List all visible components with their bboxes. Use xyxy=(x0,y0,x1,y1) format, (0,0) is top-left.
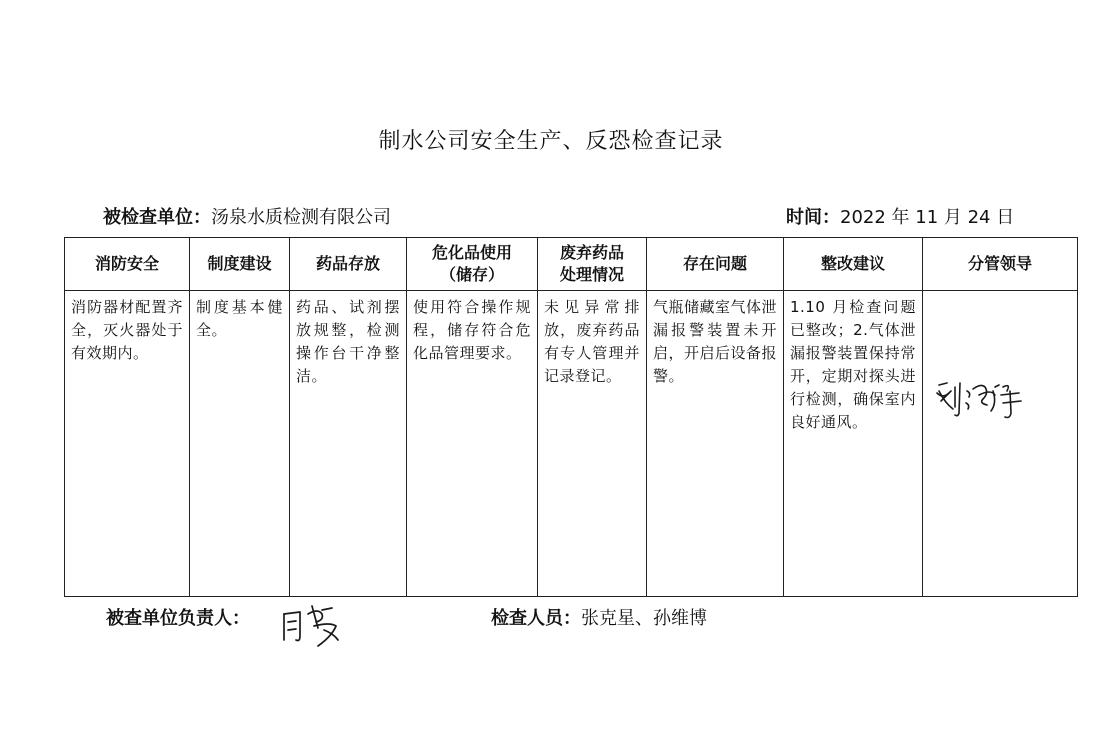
leader-signature xyxy=(933,373,1043,433)
cell-fire-safety: 消防器材配置齐全，灭火器处于有效期内。 xyxy=(65,291,190,597)
cell-system-building: 制度基本健全。 xyxy=(190,291,290,597)
cell-leader-in-charge xyxy=(923,291,1078,597)
header-fire-safety: 消防安全 xyxy=(65,238,190,291)
header-hazardous-chemicals xyxy=(407,238,538,291)
table-header-row xyxy=(65,238,1078,291)
inspection-table xyxy=(64,237,1078,597)
responsible-person-line xyxy=(106,604,250,630)
cell-drug-storage: 药品、试剂摆放规整，检测操作台干净整洁。 xyxy=(290,291,407,597)
header-system-building: 制度建设 xyxy=(190,238,290,291)
inspected-unit-value: 汤泉水质检测有限公司 xyxy=(211,207,391,228)
document-title: 制水公司安全生产、反恐检查记录 xyxy=(378,129,724,154)
header-waste-disposal-text: 废弃药品处理情况 xyxy=(559,243,624,284)
inspected-unit-label: 被检查单位： xyxy=(103,207,211,228)
table-row xyxy=(65,291,1078,597)
date-label: 时间： xyxy=(786,207,840,228)
responsible-person-signature xyxy=(278,600,358,652)
inspectors-line xyxy=(491,604,707,630)
responsible-person-label: 被查单位负责人： xyxy=(106,608,250,629)
cell-rectification-advice: 1.10 月检查问题已整改；2.气体泄漏报警装置保持常开，定期对探头进行检测，确保室内良好通风。 xyxy=(784,291,923,597)
cell-hazardous-chemicals: 使用符合操作规程，储存符合危化品管理要求。 xyxy=(407,291,538,597)
date-line xyxy=(786,203,1014,229)
cell-existing-problems: 气瓶储藏室气体泄漏报警装置未开启，开启后设备报警。 xyxy=(647,291,784,597)
date-value: 2022 年 11 月 24 日 xyxy=(840,207,1015,228)
header-drug-storage: 药品存放 xyxy=(290,238,407,291)
header-rectification-advice: 整改建议 xyxy=(784,238,923,291)
header-hazardous-chemicals-text: 危化品使用（储存） xyxy=(431,243,512,284)
header-existing-problems: 存在问题 xyxy=(647,238,784,291)
inspectors-value: 张克星、孙维博 xyxy=(581,608,707,629)
cell-waste-disposal: 未见异常排放，废弃药品有专人管理并记录登记。 xyxy=(538,291,647,597)
inspected-unit-line xyxy=(103,203,391,229)
inspectors-label: 检查人员： xyxy=(491,608,581,629)
header-leader-in-charge: 分管领导 xyxy=(923,238,1078,291)
header-waste-disposal xyxy=(538,238,647,291)
